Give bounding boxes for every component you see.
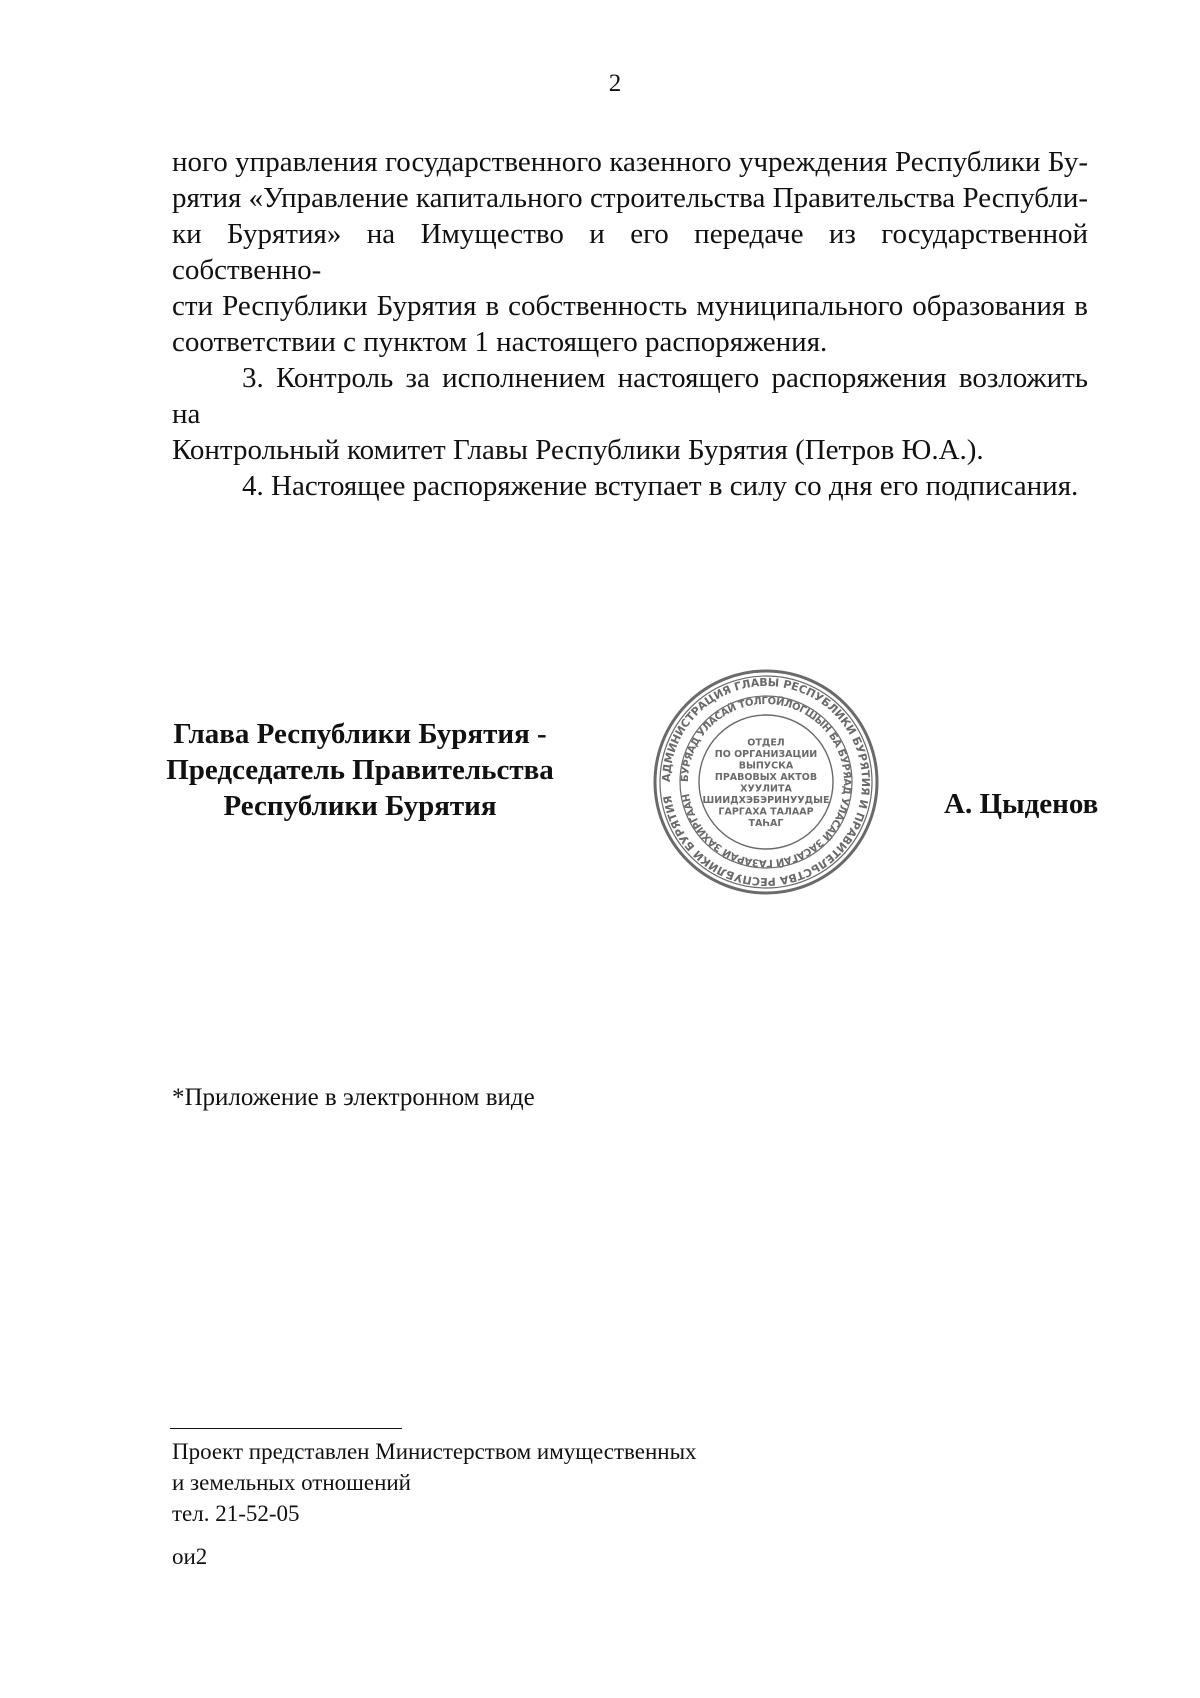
paragraph-line: ки Бурятия» на Имущество и его передаче из государственной собственно- [172,218,1088,286]
footnote-line: Проект представлен Министерством имущественных [172,1439,697,1464]
signatory-title-line: Республики Бурятия [223,790,497,822]
seal-center-line: ПО ОРГАНИЗАЦИИ [714,748,818,760]
paragraph-line: 3. Контроль за исполнением настоящего распоряжения возложить на [172,362,1088,430]
footnote [172,1436,697,1529]
paragraph-line: сти Республики Бурятия в собственность муниципального образования в [172,290,1088,322]
seal-center-line: ОТДЕЛ [747,737,785,749]
continuation-paragraph [172,144,1088,360]
seal-center-line: ХУУЛИТА [740,783,792,795]
signatory-title-line: Глава Республики Бурятия - [173,718,547,750]
signatory-title [160,716,560,824]
seal-inner-text: БУРЯАД УЛАСАЙ ТОЛГОЙЛОГШЫН БА БУРЯАД УЛАСАЙ ЗАСАГАЙ ГАЗАРАЙ ЗАХИРГААН [679,695,853,869]
seal-center-text [703,737,830,829]
paragraph-line: Контрольный комитет Главы Республики Бурятия (Петров Ю.А.). [172,434,984,466]
page-number: 2 [608,70,622,97]
appendix-note: *Приложение в электронном виде [172,1084,535,1111]
seal-center-line: ВЫПУСКА [738,760,794,772]
signatory-title-line: Председатель Правительства [166,754,554,786]
official-seal [650,666,882,898]
paragraph-line: соответствии с пунктом 1 настоящего распоряжения. [172,326,828,358]
seal-center-line: ГАРГАХА ТАЛААР [718,806,814,818]
footnote-divider [170,1428,402,1429]
footnote-line: и земельных отношений [172,1470,411,1495]
item-4-paragraph: 4. Настоящее распоряжение вступает в силу со дня его подписания. [242,470,1079,502]
paragraph-line: ного управления государственного казенного учреждения Республики Бу- [172,146,1088,178]
seal-center-line: ШИИДХЭБЭРИНУУДЫЕ [702,794,830,806]
seal-center-line: ТАҺАГ [748,817,784,829]
seal-center-line: ПРАВОВЫХ АКТОВ [714,771,818,783]
document-code: ои2 [172,1544,208,1569]
paragraph-line: рятия «Управление капитального строительства Правительства Республи- [172,182,1088,214]
item-3-paragraph [172,360,1088,468]
footnote-line: тел. 21-52-05 [172,1501,300,1526]
seal-outer-text: АДМИНИСТРАЦИЯ ГЛАВЫ РЕСПУБЛИКИ БУРЯТИЯ И ПРАВИТЕЛЬСТВА РЕСПУБЛИКИ БУРЯТИЯ [659,675,873,889]
signatory-name: А. Цыденов [944,788,1099,820]
